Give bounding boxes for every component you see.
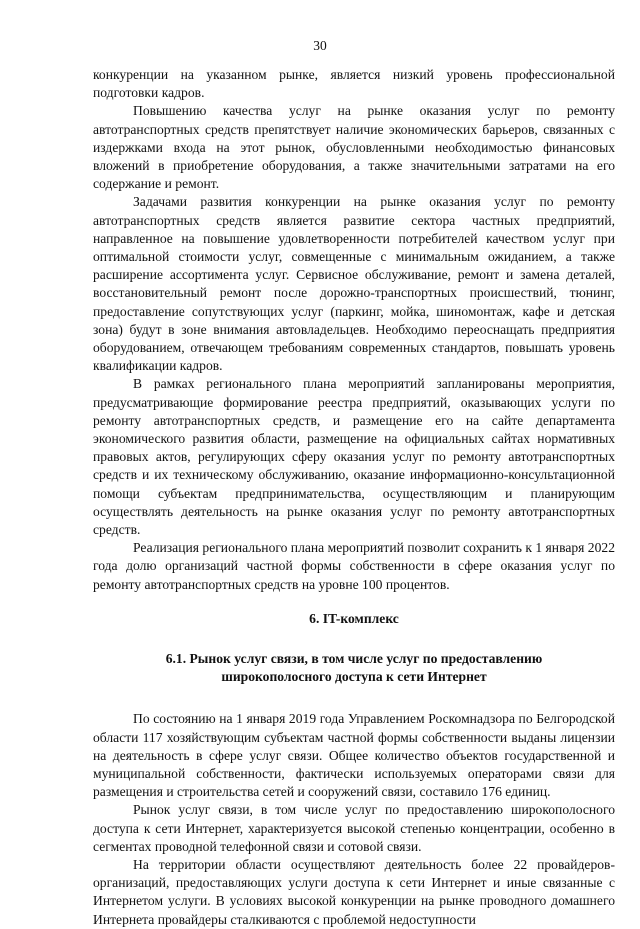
paragraph-providers: На территории области осуществляют деятельность более 22 провайдеров-организаций, предоставляющих услуги доступа к сети Интернет и иные связанные с Интернетом услуги. В условиях высокой конкуренции на рынке проводного домашнего Интернета провайдеры сталкиваются с проблемой недоступности [93,856,615,927]
paragraph-continuation: конкуренции на указанном рынке, является низкий уровень профессиональной подготовки кадров. [93,67,615,101]
document-body [93,66,615,929]
subsection-title [93,650,615,686]
paragraph-barriers: Повышению качества услуг на рынке оказания услуг по ремонту автотранспортных средств препятствует наличие экономических барьеров, связанных с издержками входа на этот рынок, обусловленными необходимостью финансовых вложений в приобретение оборудования, а также значительными затратами на его содержание и ремонт. [93,103,615,192]
paragraph-implementation: Реализация регионального плана мероприятий позволит сохранить к 1 января 2022 года долю организаций частной формы собственности в сфере оказания услуг по ремонту автотранспортных средств на уровне 100 процентов. [93,540,615,592]
page-number: 30 [313,38,327,53]
subsection-title-line-1: 6.1. Рынок услуг связи, в том числе услуг по предоставлению [165,650,543,666]
paragraph-market-concentration: Рынок услуг связи, в том числе услуг по предоставлению широкополосного доступа к сети Интернет, характеризуется высокой степенью концентрации, особенно в сегментах проводной телефонной связи и сотовой связи. [93,802,615,854]
paragraph-regional-plan: В рамках регионального плана мероприятий запланированы мероприятия, предусматривающие формирование реестра предприятий, оказывающих услуги по ремонту автотранспортных средств, и размещение его на сайте департамента экономического развития области, размещение на официальных сайтах нормативных правовых актов, регулирующих сферу оказания услуг по ремонту автотранспортных средств и их техническому обслуживанию, оказание информационно-консультационной помощи субъектам предпринимательства, осуществляющим и планирующим осуществлять деятельность на рынке оказания услуг по ремонту автотранспортных средств. [93,376,615,538]
subsection-title-line-2: широкополосного доступа к сети Интернет [221,669,487,685]
section-title: 6. IT-комплекс [309,610,399,626]
paragraph-licenses: По состоянию на 1 января 2019 года Управлением Роскомнадзора по Белгородской области 117 хозяйствующим субъектам частной формы собственности выданы лицензии на деятельность в сфере услуг связи. Общее количество объектов государственной и муниципальной собственности, фактически используемых операторами связи для размещения и строительства сетей и сооружений связи, составило 176 единиц. [93,711,615,800]
paragraph-tasks: Задачами развития конкуренции на рынке оказания услуг по ремонту автотранспортных средств является развитие сектора частных предприятий, направленное на повышение удовлетворенности потребителей качеством услуг при оптимальной стоимости услуг, совмещенные с минимальным ожиданием, а также расширение ассортимента услуг. Сервисное обслуживание, ремонт и замена деталей, восстановительный ремонт после дорожно-транспортных происшествий, тюнинг, предоставление сопутствующих услуг (паркинг, мойка, шиномонтаж, кафе и детская зона) будут в зоне внимания автовладельцев. Необходимо переоснащать предприятия оборудованием, отвечающем требованиям современных стандартов, повышать уровень квалификации кадров. [93,194,615,374]
